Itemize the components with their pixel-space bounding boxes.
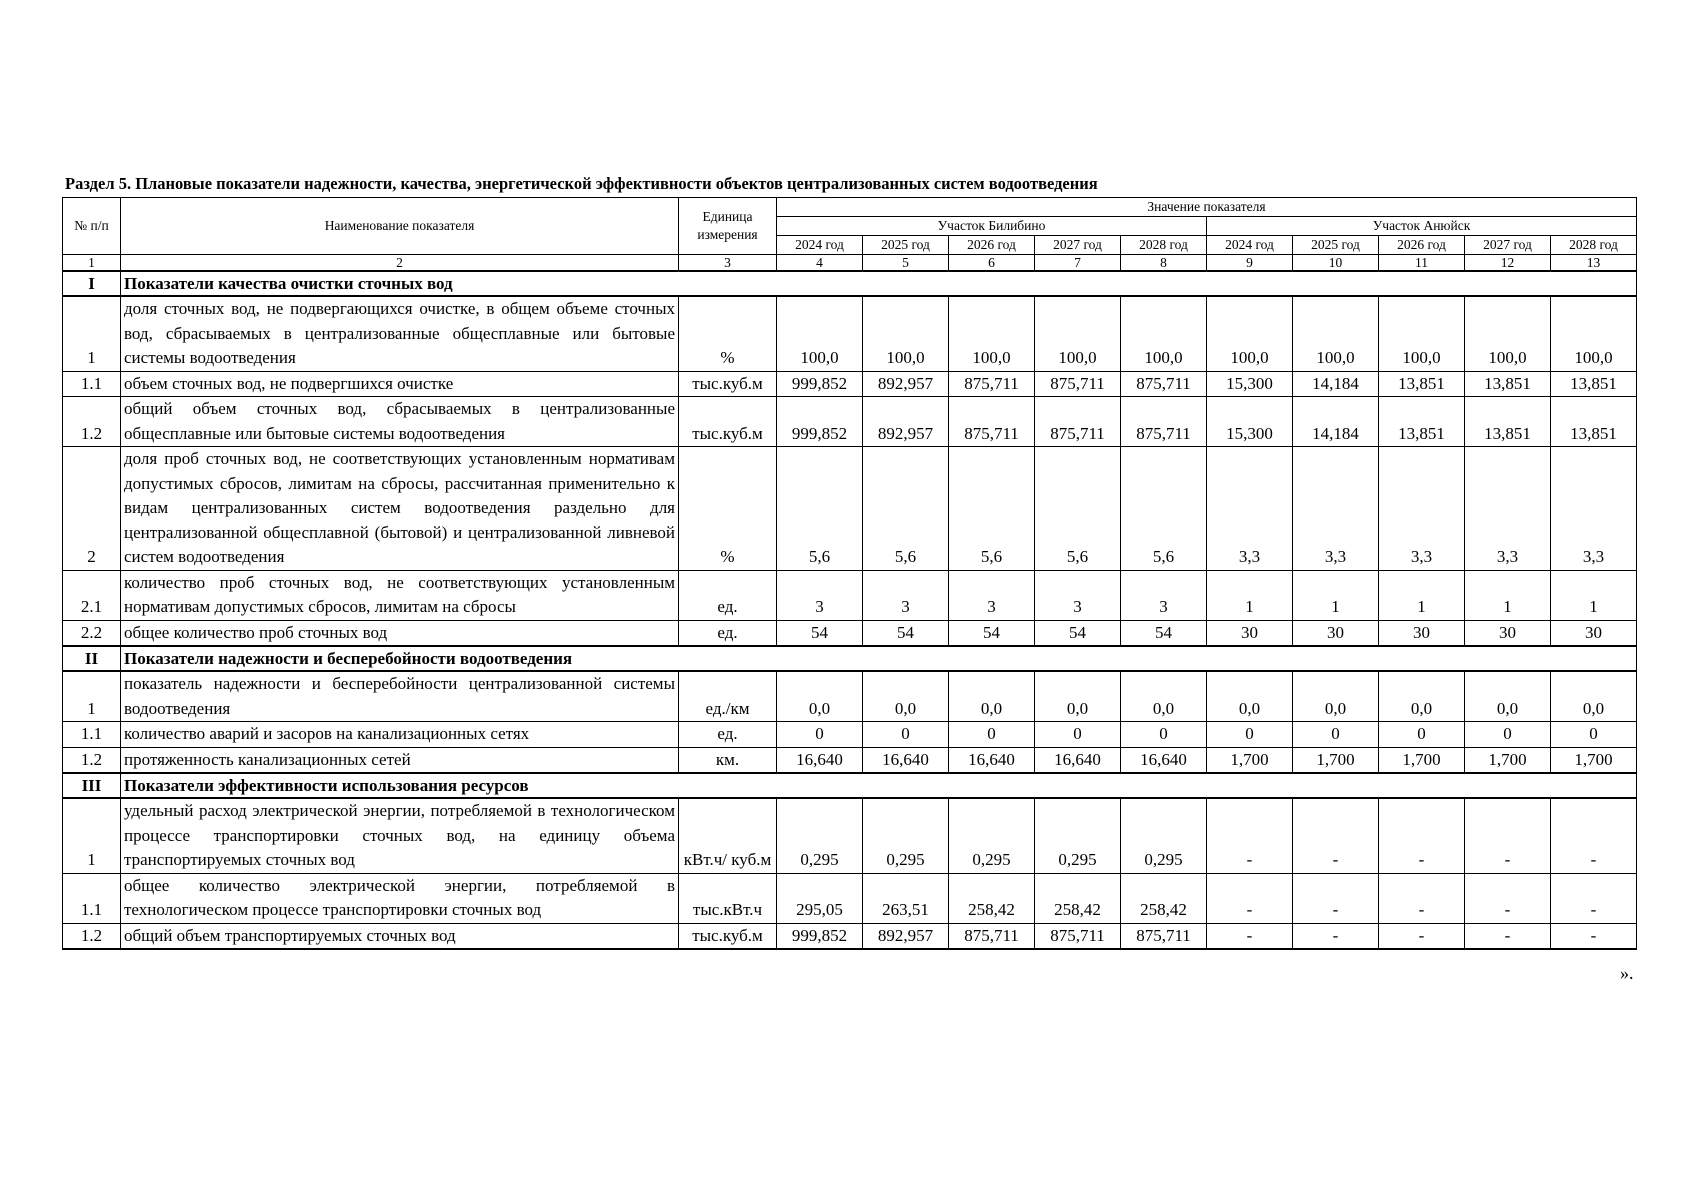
closing-mark: ». xyxy=(1620,963,1634,983)
table-row xyxy=(63,747,1637,773)
value-cell: 100,0 xyxy=(949,296,1035,371)
section-heading: Показатели качества очистки сточных вод xyxy=(121,271,1637,296)
section-number: I xyxy=(63,271,121,296)
value-cell: 892,957 xyxy=(863,923,949,949)
column-number: 8 xyxy=(1121,255,1207,272)
value-cell: 1 xyxy=(1551,570,1637,620)
value-cell: - xyxy=(1379,873,1465,923)
value-cell: - xyxy=(1207,923,1293,949)
value-cell: 100,0 xyxy=(1293,296,1379,371)
unit-cell: % xyxy=(679,296,777,371)
header-unit: Единица измерения xyxy=(679,198,777,255)
value-cell: 0,295 xyxy=(949,798,1035,873)
value-cell: 0,295 xyxy=(1121,798,1207,873)
section-row xyxy=(63,271,1637,296)
value-cell: 13,851 xyxy=(1551,371,1637,397)
header-year: 2025 год xyxy=(1293,236,1379,255)
value-cell: - xyxy=(1379,923,1465,949)
value-cell: 0,0 xyxy=(1293,671,1379,722)
table-row xyxy=(63,873,1637,923)
value-cell: 13,851 xyxy=(1465,397,1551,447)
value-cell: 0,295 xyxy=(777,798,863,873)
column-number: 10 xyxy=(1293,255,1379,272)
value-cell: 30 xyxy=(1293,620,1379,646)
value-cell: 263,51 xyxy=(863,873,949,923)
value-cell: - xyxy=(1551,873,1637,923)
table-row xyxy=(63,447,1637,571)
value-cell: 0 xyxy=(1465,722,1551,748)
indicator-name: доля проб сточных вод, не соответствующих установленным нормативам допустимых сбросов, лимитам на сбросы, рассчитанная применительно к видам централизованных систем водоотведения раздельно для централизованной общесплавной (бытовой) и централизованной ливневой систем водоотведения xyxy=(121,447,679,571)
column-number: 4 xyxy=(777,255,863,272)
value-cell: 3 xyxy=(777,570,863,620)
value-cell: 875,711 xyxy=(949,371,1035,397)
row-number: 2.1 xyxy=(63,570,121,620)
section-number: III xyxy=(63,773,121,798)
header-area-anyuisk: Участок Анюйск xyxy=(1207,217,1637,236)
section-number: II xyxy=(63,646,121,671)
row-number: 1.1 xyxy=(63,873,121,923)
indicator-name: количество проб сточных вод, не соответствующих установленным нормативам допустимых сбросов, лимитам на сбросы xyxy=(121,570,679,620)
value-cell: 0 xyxy=(1551,722,1637,748)
table-row xyxy=(63,371,1637,397)
value-cell: 100,0 xyxy=(1207,296,1293,371)
value-cell: 1,700 xyxy=(1379,747,1465,773)
value-cell: 1,700 xyxy=(1551,747,1637,773)
row-number: 1.2 xyxy=(63,747,121,773)
value-cell: 875,711 xyxy=(1121,397,1207,447)
value-cell: 54 xyxy=(1121,620,1207,646)
row-number: 1 xyxy=(63,798,121,873)
value-cell: 0 xyxy=(777,722,863,748)
unit-cell: ед./км xyxy=(679,671,777,722)
value-cell: 16,640 xyxy=(1121,747,1207,773)
header-no: № п/п xyxy=(63,198,121,255)
value-cell: 3,3 xyxy=(1207,447,1293,571)
value-cell: 3 xyxy=(1121,570,1207,620)
value-cell: 875,711 xyxy=(949,923,1035,949)
value-cell: 5,6 xyxy=(777,447,863,571)
table-row xyxy=(63,798,1637,873)
table-row xyxy=(63,620,1637,646)
value-cell: 100,0 xyxy=(863,296,949,371)
header-name: Наименование показателя xyxy=(121,198,679,255)
unit-cell: тыс.куб.м xyxy=(679,371,777,397)
indicators-table xyxy=(62,197,1637,950)
value-cell: 14,184 xyxy=(1293,371,1379,397)
unit-cell: кВт.ч/ куб.м xyxy=(679,798,777,873)
value-cell: 30 xyxy=(1379,620,1465,646)
value-cell: 875,711 xyxy=(1035,371,1121,397)
section-heading: Показатели эффективности использования ресурсов xyxy=(121,773,1637,798)
column-number: 3 xyxy=(679,255,777,272)
value-cell: 0 xyxy=(1379,722,1465,748)
value-cell: 999,852 xyxy=(777,371,863,397)
value-cell: 54 xyxy=(949,620,1035,646)
indicator-name: удельный расход электрической энергии, потребляемой в технологическом процессе транспортировки сточных вод, на единицу объема транспортируемых сточных вод xyxy=(121,798,679,873)
value-cell: 0,0 xyxy=(1379,671,1465,722)
value-cell: 3 xyxy=(1035,570,1121,620)
indicator-name: доля сточных вод, не подвергающихся очистке, в общем объеме сточных вод, сбрасываемых в централизованные общесплавные или бытовые системы водоотведения xyxy=(121,296,679,371)
value-cell: - xyxy=(1465,798,1551,873)
value-cell: 5,6 xyxy=(949,447,1035,571)
value-cell: 0 xyxy=(863,722,949,748)
value-cell: 1 xyxy=(1293,570,1379,620)
value-cell: 100,0 xyxy=(1035,296,1121,371)
section-title: Раздел 5. Плановые показатели надежности, качества, энергетической эффективности объектов централизованных систем водоотведения xyxy=(65,174,1098,193)
value-cell: 1,700 xyxy=(1465,747,1551,773)
value-cell: 892,957 xyxy=(863,397,949,447)
value-cell: 3,3 xyxy=(1293,447,1379,571)
value-cell: 0,0 xyxy=(863,671,949,722)
value-cell: 16,640 xyxy=(777,747,863,773)
section-row xyxy=(63,773,1637,798)
value-cell: - xyxy=(1207,798,1293,873)
value-cell: 0 xyxy=(1293,722,1379,748)
row-number: 2 xyxy=(63,447,121,571)
value-cell: 16,640 xyxy=(863,747,949,773)
value-cell: 0,0 xyxy=(1465,671,1551,722)
value-cell: 54 xyxy=(863,620,949,646)
value-cell: 875,711 xyxy=(1121,923,1207,949)
table-row xyxy=(63,570,1637,620)
row-number: 1.1 xyxy=(63,722,121,748)
header-year: 2027 год xyxy=(1465,236,1551,255)
value-cell: 13,851 xyxy=(1551,397,1637,447)
header-year: 2024 год xyxy=(1207,236,1293,255)
indicator-name: общий объем транспортируемых сточных вод xyxy=(121,923,679,949)
value-cell: 875,711 xyxy=(1035,397,1121,447)
value-cell: 15,300 xyxy=(1207,397,1293,447)
indicator-name: общее количество проб сточных вод xyxy=(121,620,679,646)
unit-cell: ед. xyxy=(679,722,777,748)
value-cell: - xyxy=(1379,798,1465,873)
value-cell: 1 xyxy=(1207,570,1293,620)
value-cell: 875,711 xyxy=(949,397,1035,447)
value-cell: 13,851 xyxy=(1379,371,1465,397)
value-cell: - xyxy=(1293,873,1379,923)
value-cell: 13,851 xyxy=(1465,371,1551,397)
value-cell: 258,42 xyxy=(1121,873,1207,923)
column-number: 5 xyxy=(863,255,949,272)
header-year: 2026 год xyxy=(1379,236,1465,255)
header-year: 2027 год xyxy=(1035,236,1121,255)
indicator-name: показатель надежности и бесперебойности централизованной системы водоотведения xyxy=(121,671,679,722)
value-cell: - xyxy=(1551,798,1637,873)
unit-cell: ед. xyxy=(679,620,777,646)
value-cell: - xyxy=(1293,798,1379,873)
unit-cell: ед. xyxy=(679,570,777,620)
value-cell: 15,300 xyxy=(1207,371,1293,397)
value-cell: 100,0 xyxy=(1121,296,1207,371)
column-number: 12 xyxy=(1465,255,1551,272)
indicator-name: протяженность канализационных сетей xyxy=(121,747,679,773)
header-value: Значение показателя xyxy=(777,198,1637,217)
value-cell: 258,42 xyxy=(949,873,1035,923)
value-cell: 999,852 xyxy=(777,923,863,949)
value-cell: 100,0 xyxy=(1379,296,1465,371)
row-number: 1.2 xyxy=(63,923,121,949)
header-year: 2025 год xyxy=(863,236,949,255)
value-cell: 0,0 xyxy=(1551,671,1637,722)
unit-cell: % xyxy=(679,447,777,571)
column-number: 13 xyxy=(1551,255,1637,272)
value-cell: 14,184 xyxy=(1293,397,1379,447)
value-cell: 0 xyxy=(1035,722,1121,748)
value-cell: 3,3 xyxy=(1465,447,1551,571)
table-row xyxy=(63,722,1637,748)
value-cell: 0,295 xyxy=(863,798,949,873)
value-cell: 892,957 xyxy=(863,371,949,397)
unit-cell: тыс.кВт.ч xyxy=(679,873,777,923)
header-year: 2026 год xyxy=(949,236,1035,255)
value-cell: 875,711 xyxy=(1121,371,1207,397)
table-row xyxy=(63,397,1637,447)
column-number: 7 xyxy=(1035,255,1121,272)
value-cell: 5,6 xyxy=(1035,447,1121,571)
value-cell: 100,0 xyxy=(777,296,863,371)
value-cell: 258,42 xyxy=(1035,873,1121,923)
value-cell: 1 xyxy=(1465,570,1551,620)
value-cell: 100,0 xyxy=(1551,296,1637,371)
row-number: 1 xyxy=(63,671,121,722)
column-number: 6 xyxy=(949,255,1035,272)
value-cell: 1,700 xyxy=(1207,747,1293,773)
value-cell: 30 xyxy=(1207,620,1293,646)
column-number: 9 xyxy=(1207,255,1293,272)
value-cell: 3,3 xyxy=(1551,447,1637,571)
row-number: 1.1 xyxy=(63,371,121,397)
row-number: 1.2 xyxy=(63,397,121,447)
header-year: 2028 год xyxy=(1551,236,1637,255)
value-cell: 30 xyxy=(1465,620,1551,646)
value-cell: 875,711 xyxy=(1035,923,1121,949)
value-cell: 16,640 xyxy=(949,747,1035,773)
row-number: 1 xyxy=(63,296,121,371)
value-cell: - xyxy=(1207,873,1293,923)
row-number: 2.2 xyxy=(63,620,121,646)
indicator-name: объем сточных вод, не подвергшихся очистке xyxy=(121,371,679,397)
value-cell: - xyxy=(1465,873,1551,923)
column-number: 1 xyxy=(63,255,121,272)
value-cell: 54 xyxy=(777,620,863,646)
unit-cell: км. xyxy=(679,747,777,773)
value-cell: 1 xyxy=(1379,570,1465,620)
value-cell: 0,0 xyxy=(949,671,1035,722)
value-cell: - xyxy=(1551,923,1637,949)
value-cell: 0 xyxy=(1121,722,1207,748)
value-cell: 3,3 xyxy=(1379,447,1465,571)
header-area-bilibino: Участок Билибино xyxy=(777,217,1207,236)
value-cell: 0,0 xyxy=(777,671,863,722)
indicator-name: количество аварий и засоров на канализационных сетях xyxy=(121,722,679,748)
value-cell: - xyxy=(1293,923,1379,949)
column-number: 2 xyxy=(121,255,679,272)
table-row xyxy=(63,296,1637,371)
value-cell: 30 xyxy=(1551,620,1637,646)
value-cell: 5,6 xyxy=(1121,447,1207,571)
section-row xyxy=(63,646,1637,671)
section-heading: Показатели надежности и бесперебойности водоотведения xyxy=(121,646,1637,671)
value-cell: 0,0 xyxy=(1207,671,1293,722)
unit-cell: тыс.куб.м xyxy=(679,397,777,447)
value-cell: 0 xyxy=(949,722,1035,748)
value-cell: 999,852 xyxy=(777,397,863,447)
value-cell: 1,700 xyxy=(1293,747,1379,773)
unit-cell: тыс.куб.м xyxy=(679,923,777,949)
value-cell: 0,0 xyxy=(1035,671,1121,722)
value-cell: 5,6 xyxy=(863,447,949,571)
indicator-name: общий объем сточных вод, сбрасываемых в централизованные общесплавные или бытовые системы водоотведения xyxy=(121,397,679,447)
value-cell: 0 xyxy=(1207,722,1293,748)
indicator-name: общее количество электрической энергии, потребляемой в технологическом процессе транспортировки сточных вод xyxy=(121,873,679,923)
table-row xyxy=(63,671,1637,722)
header-year: 2024 год xyxy=(777,236,863,255)
value-cell: 3 xyxy=(949,570,1035,620)
value-cell: 0,295 xyxy=(1035,798,1121,873)
table-row xyxy=(63,923,1637,949)
value-cell: 54 xyxy=(1035,620,1121,646)
value-cell: 295,05 xyxy=(777,873,863,923)
value-cell: 13,851 xyxy=(1379,397,1465,447)
value-cell: 16,640 xyxy=(1035,747,1121,773)
header-year: 2028 год xyxy=(1121,236,1207,255)
value-cell: - xyxy=(1465,923,1551,949)
value-cell: 3 xyxy=(863,570,949,620)
column-number: 11 xyxy=(1379,255,1465,272)
value-cell: 100,0 xyxy=(1465,296,1551,371)
value-cell: 0,0 xyxy=(1121,671,1207,722)
